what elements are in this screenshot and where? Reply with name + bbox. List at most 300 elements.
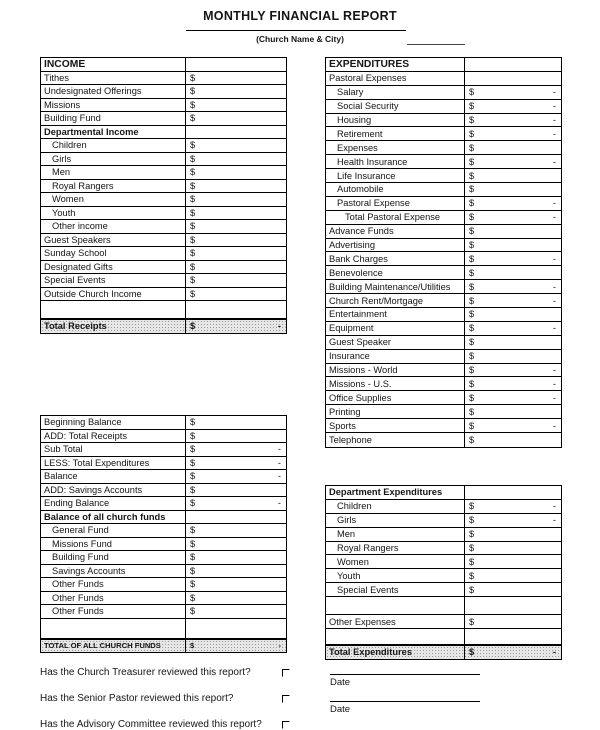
row-label: Life Insurance [326,169,465,182]
amount-cell [186,261,286,274]
amount-cell [186,234,286,247]
amount-cell [186,72,286,85]
table-row [41,497,286,511]
table-row [326,322,561,336]
dollar-sign: $ [190,194,196,205]
row-label: Automobile [326,183,465,196]
row-label: ADD: Total Receipts [41,430,186,443]
row-label: Other Funds [41,605,186,618]
row-label: Women [326,555,465,568]
amount-cell [186,470,286,483]
table-row [326,266,561,280]
table-row [326,294,561,308]
income-table [40,57,287,334]
dash-placeholder: - [552,128,556,139]
row-label: Retirement [326,127,465,140]
row-label: Men [326,528,465,541]
amount-cell [465,569,561,582]
table-row [326,514,561,528]
table-row [326,183,561,197]
row-label: Missions [41,99,186,112]
dollar-sign: $ [190,86,196,97]
amount-cell [465,597,561,614]
amount-cell [186,565,286,578]
dollar-sign: $ [190,207,196,218]
amount-cell [465,72,561,85]
review-question [40,693,290,704]
amount-cell [186,193,286,206]
dash-placeholder: - [278,641,281,651]
table-row [326,405,561,419]
dollar-sign: $ [469,281,475,292]
date-line [330,701,480,702]
amount-cell [186,301,286,318]
dollar-sign: $ [190,417,196,428]
dollar-sign: $ [469,142,475,153]
dash-placeholder: - [277,444,281,455]
dash-placeholder: - [552,365,556,376]
row-label: Building Fund [41,551,186,564]
table-row [41,538,286,552]
table-row [41,319,286,333]
church-name-line [186,30,406,31]
row-label [41,301,186,318]
dollar-sign: $ [469,156,475,167]
table-row [326,127,561,141]
row-label: Social Security [326,100,465,113]
church-name-caption: (Church Name & City) [256,34,344,44]
amount-cell [186,592,286,605]
table-row [41,180,286,194]
row-label: Other Funds [41,592,186,605]
dollar-sign: $ [469,128,475,139]
row-label: Equipment [326,322,465,335]
dollar-sign: $ [469,556,475,567]
table-row [41,430,286,444]
table-row [326,364,561,378]
row-label: Department Expenditures [326,486,465,499]
table-row [326,500,561,514]
dollar-sign: $ [190,471,196,482]
date-signature-block [330,674,480,728]
dollar-sign: $ [469,406,475,417]
dollar-sign: $ [469,87,475,98]
dollar-sign: $ [469,115,475,125]
amount-cell [465,100,561,113]
dollar-sign: $ [469,295,475,306]
row-label: Bank Charges [326,252,465,265]
date-label: Date [330,677,351,688]
amount-cell [186,320,286,333]
question-text: Has the Church Treasurer reviewed this report? [40,667,251,678]
table-row [326,528,561,542]
dash-placeholder: - [552,101,556,112]
row-label: General Fund [41,524,186,537]
table-row [326,114,561,128]
table-row [326,100,561,114]
table-row [326,141,561,155]
dollar-sign: $ [190,140,196,151]
table-row [326,280,561,294]
amount-cell [186,538,286,551]
dash-placeholder: - [552,378,556,389]
row-label: Guest Speaker [326,336,465,349]
dollar-sign: $ [469,170,475,181]
table-row [326,86,561,100]
table-row [326,211,561,225]
dash-placeholder: - [552,281,556,292]
row-label: Special Events [326,583,465,596]
table-row [41,220,286,234]
amount-cell [465,500,561,513]
table-row [41,193,286,207]
amount-cell [186,640,286,653]
amount-cell [186,180,286,193]
dollar-sign: $ [469,501,475,512]
question-text: Has the Advisory Committee reviewed this report? [40,719,262,730]
table-row [326,377,561,391]
amount-cell [465,197,561,210]
table-row [326,155,561,169]
dollar-sign: $ [469,529,475,540]
amount-cell [186,58,286,71]
amount-cell [465,225,561,238]
table-row [326,169,561,183]
dollar-sign: $ [190,321,196,332]
amount-cell [186,99,286,112]
row-label: Telephone [326,433,465,447]
dollar-sign: $ [469,184,475,195]
balance-table [40,415,287,653]
dollar-sign: $ [190,99,196,110]
row-label: Building Fund [41,112,186,125]
amount-cell [186,430,286,443]
dollar-sign: $ [190,221,196,232]
row-label: INCOME [41,58,186,71]
row-label: ADD: Savings Accounts [41,484,186,497]
amount-cell [465,280,561,293]
row-label: Other Expenses [326,615,465,628]
dollar-sign: $ [190,430,196,441]
amount-cell [465,308,561,321]
table-row [41,565,286,579]
dash-placeholder: - [552,501,556,512]
amount-cell [465,377,561,390]
dollar-sign: $ [190,552,196,563]
department-expenditures-table [325,485,562,660]
dash-placeholder: - [552,392,556,403]
amount-cell [186,551,286,564]
amount-cell [186,126,286,139]
row-label: Church Rent/Mortgage [326,294,465,307]
dash-placeholder: - [277,471,281,482]
amount-cell [465,542,561,555]
amount-cell [186,288,286,301]
dollar-sign: $ [190,180,196,191]
dollar-sign: $ [190,72,196,83]
dollar-sign: $ [469,392,475,403]
dollar-sign: $ [190,525,196,536]
amount-cell [186,497,286,510]
amount-cell [186,139,286,152]
table-row [41,153,286,167]
table-row [326,58,561,72]
table-row [326,336,561,350]
row-label: Health Insurance [326,155,465,168]
table-row [41,470,286,484]
row-label: Designated Gifts [41,261,186,274]
row-label: Outside Church Income [41,288,186,301]
table-row [41,112,286,126]
amount-cell [465,294,561,307]
dash-placeholder: - [552,420,556,431]
amount-cell [186,605,286,618]
dash-placeholder: - [552,647,556,658]
table-row [326,629,561,645]
row-label: Children [41,139,186,152]
dash-placeholder: - [552,87,556,98]
amount-cell [465,169,561,182]
table-row [326,583,561,597]
amount-cell [465,252,561,265]
top-right-line [407,44,465,45]
row-label: Departmental Income [41,126,186,139]
amount-cell [186,247,286,260]
dollar-sign: $ [469,584,475,595]
row-label: Balance [41,470,186,483]
amount-cell [186,153,286,166]
row-label: Missions Fund [41,538,186,551]
amount-cell [186,166,286,179]
amount-cell [186,112,286,125]
table-row [326,252,561,266]
table-row [326,419,561,433]
table-row [41,274,286,288]
table-row [326,433,561,447]
dollar-sign: $ [469,253,475,264]
dollar-sign: $ [469,365,475,376]
amount-cell [465,555,561,568]
table-row [41,301,286,319]
table-row [326,645,561,659]
date-label: Date [330,704,351,715]
table-row [41,416,286,430]
dollar-sign: $ [190,579,196,590]
row-label: Beginning Balance [41,416,186,429]
dollar-sign: $ [190,641,195,651]
row-label: Total Pastoral Expense [326,211,465,224]
amount-cell [465,646,561,659]
dollar-sign: $ [190,234,196,245]
table-row [41,207,286,221]
table-row [41,288,286,302]
row-label [41,619,186,638]
amount-cell [465,141,561,154]
dollar-sign: $ [190,261,196,272]
row-label: Benevolence [326,266,465,279]
dollar-sign: $ [190,457,196,468]
amount-cell [465,486,561,499]
row-label: EXPENDITURES [326,58,465,71]
review-checkbox[interactable] [282,669,290,677]
table-row [326,197,561,211]
dollar-sign: $ [190,592,196,603]
dash-placeholder: - [552,323,556,334]
dollar-sign: $ [469,240,475,251]
review-checkbox[interactable] [282,721,290,729]
amount-cell [186,443,286,456]
table-row [41,443,286,457]
dash-placeholder: - [277,498,281,509]
amount-cell [186,220,286,233]
row-label: Men [41,166,186,179]
row-label: Housing [326,114,465,127]
review-questions [40,667,290,730]
row-label: Special Events [41,274,186,287]
amount-cell [465,86,561,99]
amount-cell [186,457,286,470]
amount-cell [465,419,561,432]
dollar-sign: $ [469,616,475,627]
dollar-sign: $ [190,167,196,178]
amount-cell [465,405,561,418]
row-label: Pastoral Expense [326,197,465,210]
row-label: LESS: Total Expenditures [41,457,186,470]
row-label: Ending Balance [41,497,186,510]
table-row [326,542,561,556]
review-question [40,667,290,678]
table-row [41,261,286,275]
table-row [41,619,286,639]
expenditures-table [325,57,562,448]
amount-cell [186,511,286,524]
amount-cell [186,207,286,220]
row-label: Girls [326,514,465,527]
table-row [41,484,286,498]
table-row [41,85,286,99]
table-row [326,615,561,629]
dollar-sign: $ [190,444,196,455]
dash-placeholder: - [552,515,556,526]
dollar-sign: $ [469,647,475,658]
dollar-sign: $ [190,484,196,495]
row-label: Balance of all church funds [41,511,186,524]
amount-cell [186,416,286,429]
table-row [326,225,561,239]
dollar-sign: $ [469,323,475,334]
row-label: Advance Funds [326,225,465,238]
page-title: MONTHLY FINANCIAL REPORT [203,9,397,23]
date-group [330,674,480,688]
dollar-sign: $ [190,498,196,509]
row-label: Women [41,193,186,206]
dollar-sign: $ [190,288,196,299]
dash-placeholder: - [277,457,281,468]
table-row [326,391,561,405]
row-label: Building Maintenance/Utilities [326,280,465,293]
table-row [326,486,561,500]
date-group [330,701,480,715]
dash-placeholder: - [552,198,556,209]
row-label: Missions - World [326,364,465,377]
dollar-sign: $ [469,515,475,526]
row-label: Sub Total [41,443,186,456]
row-label: Other Funds [41,578,186,591]
amount-cell [465,629,561,644]
amount-cell [186,85,286,98]
table-row [41,234,286,248]
table-row [326,72,561,86]
review-question [40,719,290,730]
dollar-sign: $ [190,113,196,124]
amount-cell [465,336,561,349]
row-label: Total Expenditures [326,646,465,659]
amount-cell [465,155,561,168]
amount-cell [465,615,561,628]
row-label: Total Receipts [41,320,186,333]
amount-cell [465,127,561,140]
dollar-sign: $ [469,198,475,209]
amount-cell [465,583,561,596]
review-checkbox[interactable] [282,695,290,703]
row-label: Printing [326,405,465,418]
table-row [326,555,561,569]
row-label: Sunday School [41,247,186,260]
dash-placeholder: - [552,115,556,125]
table-row [41,578,286,592]
row-label: TOTAL OF ALL CHURCH FUNDS [41,640,186,653]
row-label: Girls [41,153,186,166]
amount-cell [186,274,286,287]
table-row [41,126,286,140]
table-row [41,166,286,180]
table-row [41,511,286,525]
amount-cell [186,484,286,497]
row-label: Royal Rangers [41,180,186,193]
row-label: Youth [41,207,186,220]
table-row [41,247,286,261]
row-label: Royal Rangers [326,542,465,555]
question-text: Has the Senior Pastor reviewed this report? [40,693,234,704]
dollar-sign: $ [190,606,196,617]
row-label: Entertainment [326,308,465,321]
row-label: Savings Accounts [41,565,186,578]
table-row [41,551,286,565]
dollar-sign: $ [190,153,196,164]
row-label: Children [326,500,465,513]
amount-cell [465,183,561,196]
dollar-sign: $ [469,226,475,237]
dollar-sign: $ [469,434,475,445]
dollar-sign: $ [469,337,475,348]
dollar-sign: $ [469,101,475,112]
table-row [41,99,286,113]
row-label: Expenses [326,141,465,154]
row-label: Advertising [326,239,465,252]
dash-placeholder: - [552,212,556,223]
row-label [326,629,465,644]
dollar-sign: $ [190,275,196,286]
amount-cell [465,391,561,404]
row-label: Office Supplies [326,391,465,404]
dash-placeholder: - [552,253,556,264]
amount-cell [465,322,561,335]
table-row [326,239,561,253]
row-label: Other income [41,220,186,233]
dash-placeholder: - [277,321,281,332]
dash-placeholder: - [552,156,556,167]
amount-cell [465,58,561,71]
